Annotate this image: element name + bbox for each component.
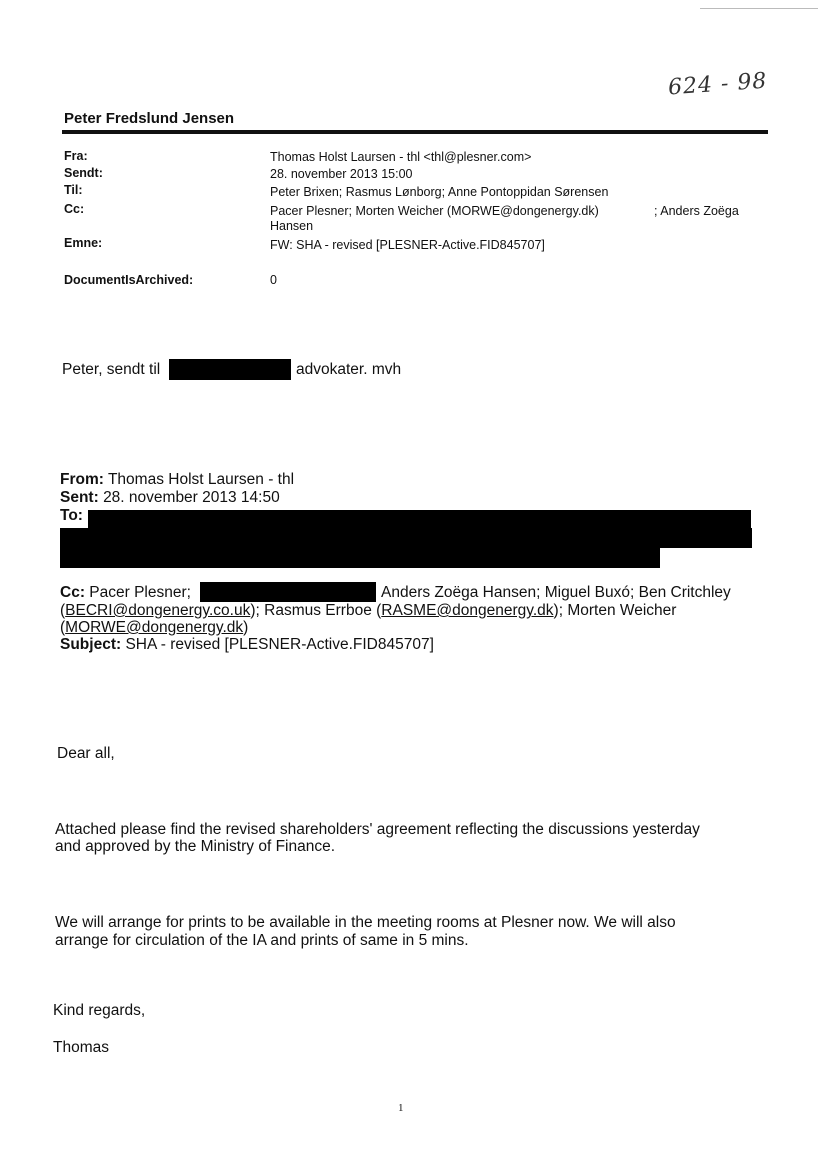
para2-line1: We will arrange for prints to be available in the meeting rooms at Plesner now. We will also	[55, 914, 676, 931]
orig-cc-part1: Pacer Plesner;	[89, 584, 191, 601]
para1-line1: Attached please find the revised shareholders' agreement reflecting the discussions yesterday	[55, 821, 700, 838]
orig-sent	[60, 489, 280, 507]
orig-subject-label: Subject:	[60, 636, 122, 653]
orig-sent-label: Sent:	[60, 489, 99, 506]
orig-subject-value: SHA - revised [PLESNER-Active.FID845707]	[125, 636, 434, 653]
page-number: 1	[398, 1102, 404, 1114]
orig-from-value: Thomas Holst Laursen - thl	[107, 471, 295, 488]
orig-cc-part2: Anders Zoëga Hansen; Miguel Buxó; Ben Critchley	[381, 584, 731, 601]
scan-edge-line	[700, 8, 818, 9]
orig-from-label: From:	[60, 471, 104, 488]
archived-value: 0	[270, 273, 277, 287]
redaction-block	[60, 528, 752, 548]
signature: Thomas	[53, 1039, 109, 1056]
para1-line2: and approved by the Ministry of Finance.	[55, 838, 336, 855]
closing: Kind regards,	[53, 1002, 146, 1019]
orig-subject	[60, 636, 434, 654]
email-link-morwe[interactable]: MORWE@dongenergy.dk	[65, 619, 244, 636]
greeting: Dear all,	[57, 745, 115, 762]
mailbox-owner: Peter Fredslund Jensen	[64, 110, 235, 127]
sendt-label: Sendt:	[64, 166, 103, 180]
redaction-block	[200, 582, 376, 602]
forward-note-prefix: Peter, sendt til	[62, 361, 161, 378]
fra-label: Fra:	[64, 149, 88, 163]
cc-value-wrap: Hansen	[270, 219, 314, 233]
orig-from	[60, 471, 294, 489]
header-divider	[62, 130, 768, 134]
orig-sent-value: 28. november 2013 14:50	[103, 489, 280, 506]
redaction-block	[88, 510, 751, 528]
email-link-rasme[interactable]: RASME@dongenergy.dk	[381, 602, 554, 619]
emne-label: Emne:	[64, 236, 103, 250]
cc-value-cont: ; Anders Zoëga	[654, 204, 739, 218]
cc-value: Pacer Plesner; Morten Weicher (MORWE@dongenergy.dk)	[270, 204, 599, 218]
orig-cc-line1	[60, 584, 191, 602]
sendt-value: 28. november 2013 15:00	[270, 167, 413, 181]
fra-value: Thomas Holst Laursen - thl <thl@plesner.com>	[270, 150, 532, 164]
til-value: Peter Brixen; Rasmus Lønborg; Anne Pontoppidan Sørensen	[270, 185, 609, 199]
orig-to-label: To:	[60, 507, 83, 524]
til-label: Til:	[64, 183, 83, 197]
handwritten-reference: 624 - 98	[667, 68, 769, 101]
para2-line2: arrange for circulation of the IA and prints of same in 5 mins.	[55, 932, 469, 949]
emne-value: FW: SHA - revised [PLESNER-Active.FID845707]	[270, 238, 545, 252]
email-link-becri[interactable]: BECRI@dongenergy.co.uk	[65, 602, 251, 619]
forward-note-suffix: advokater. mvh	[296, 361, 402, 378]
orig-to	[60, 507, 83, 525]
redaction-block	[60, 548, 660, 568]
orig-cc-label: Cc:	[60, 584, 85, 601]
orig-cc-line3: (MORWE@dongenergy.dk)	[60, 619, 249, 636]
orig-cc-line2: (BECRI@dongenergy.co.uk); Rasmus Errboe (RASME@dongenergy.dk); Morten Weicher	[60, 602, 677, 619]
redaction-block	[169, 359, 291, 380]
cc-label: Cc:	[64, 202, 85, 216]
archived-label: DocumentIsArchived:	[64, 273, 194, 287]
